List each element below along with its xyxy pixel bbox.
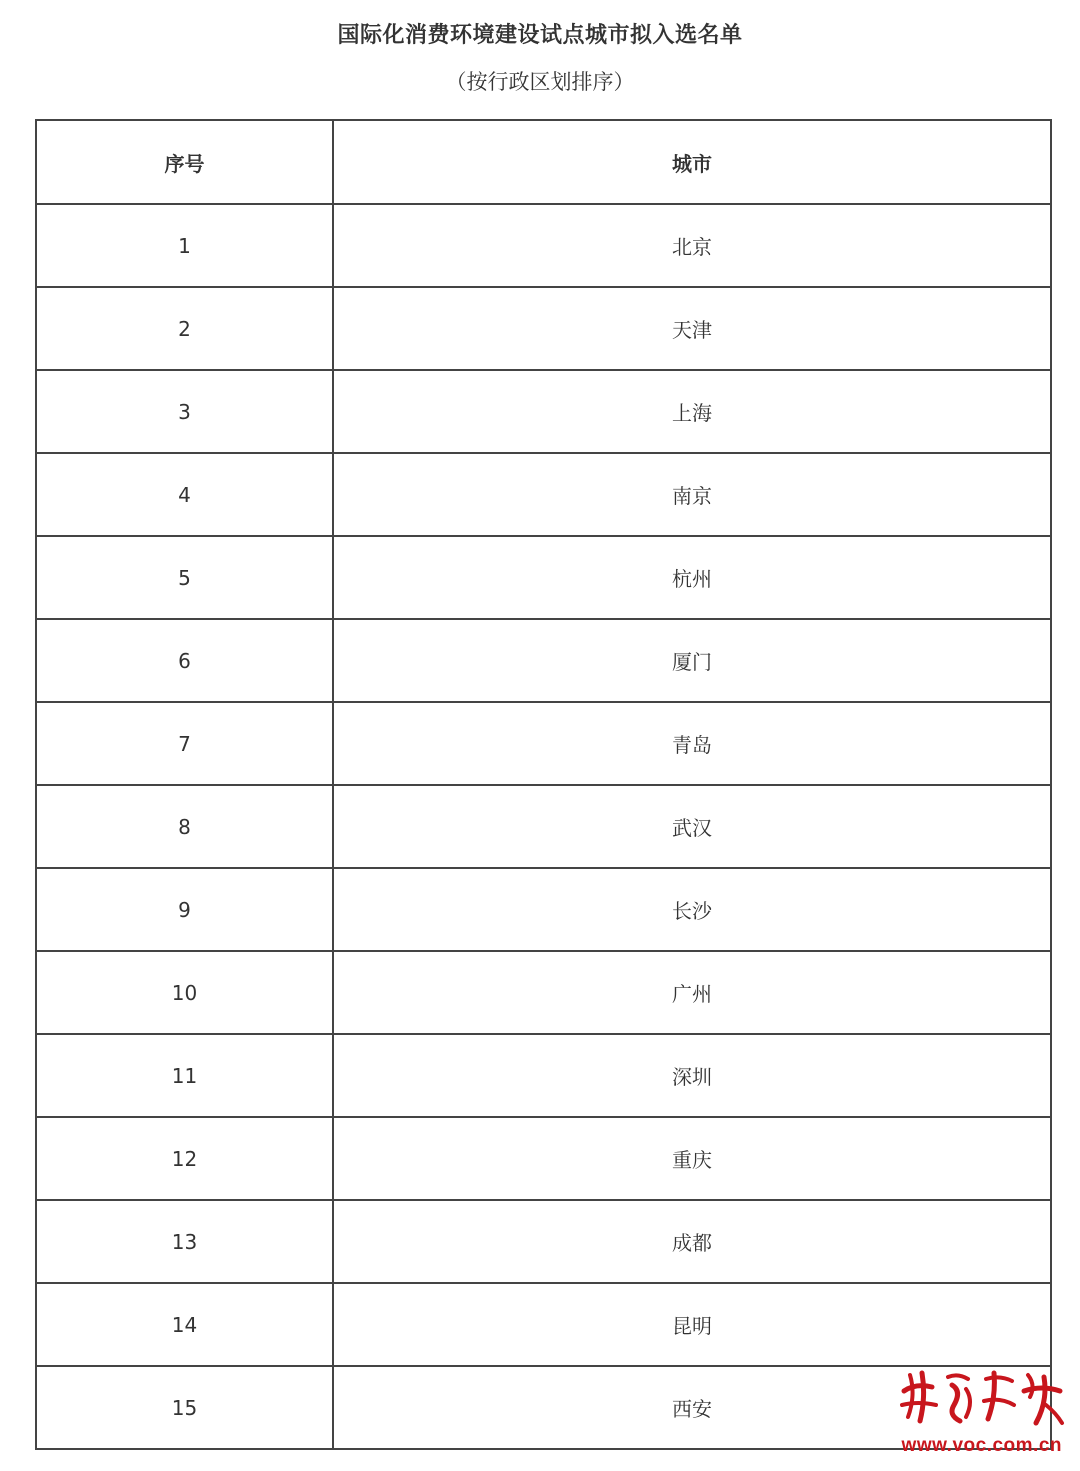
table-row (36, 204, 1051, 287)
row-index: 12 (36, 1117, 333, 1200)
row-city: 青岛 (333, 702, 1051, 785)
row-index: 3 (36, 370, 333, 453)
table-row (36, 951, 1051, 1034)
row-city: 天津 (333, 287, 1051, 370)
row-index: 5 (36, 536, 333, 619)
row-index: 8 (36, 785, 333, 868)
row-city: 深圳 (333, 1034, 1051, 1117)
city-list-table (35, 119, 1052, 1450)
calligraphy-logo-icon (896, 1361, 1066, 1431)
row-city: 重庆 (333, 1117, 1051, 1200)
document-subtitle: （按行政区划排序） (445, 70, 635, 94)
row-index: 6 (36, 619, 333, 702)
header-index: 序号 (36, 120, 333, 204)
row-index: 9 (36, 868, 333, 951)
table-row (36, 868, 1051, 951)
table-row (36, 1117, 1051, 1200)
row-index: 11 (36, 1034, 333, 1117)
site-watermark (896, 1361, 1066, 1461)
row-city: 杭州 (333, 536, 1051, 619)
row-city: 昆明 (333, 1283, 1051, 1366)
row-index: 15 (36, 1366, 333, 1449)
row-index: 14 (36, 1283, 333, 1366)
table-header-row (36, 120, 1051, 204)
table-row (36, 1034, 1051, 1117)
table-row (36, 1283, 1051, 1366)
row-city: 成都 (333, 1200, 1051, 1283)
table-row (36, 1200, 1051, 1283)
row-city: 北京 (333, 204, 1051, 287)
row-city: 厦门 (333, 619, 1051, 702)
table-row (36, 785, 1051, 868)
row-index: 13 (36, 1200, 333, 1283)
table-row (36, 702, 1051, 785)
row-city: 南京 (333, 453, 1051, 536)
table-row (36, 287, 1051, 370)
row-index: 7 (36, 702, 333, 785)
row-index: 1 (36, 204, 333, 287)
table-row (36, 536, 1051, 619)
header-city: 城市 (333, 120, 1051, 204)
row-city: 长沙 (333, 868, 1051, 951)
row-index: 10 (36, 951, 333, 1034)
row-index: 4 (36, 453, 333, 536)
row-index: 2 (36, 287, 333, 370)
table-row (36, 619, 1051, 702)
row-city: 上海 (333, 370, 1051, 453)
table-row (36, 453, 1051, 536)
row-city: 武汉 (333, 785, 1051, 868)
document-title: 国际化消费环境建设试点城市拟入选名单 (337, 23, 743, 48)
table-row (36, 370, 1051, 453)
row-city: 广州 (333, 951, 1051, 1034)
watermark-url: www.voc.com.cn (901, 1435, 1062, 1456)
row-city: 西安 (333, 1366, 1051, 1449)
city-list-table-container (35, 119, 1050, 1450)
